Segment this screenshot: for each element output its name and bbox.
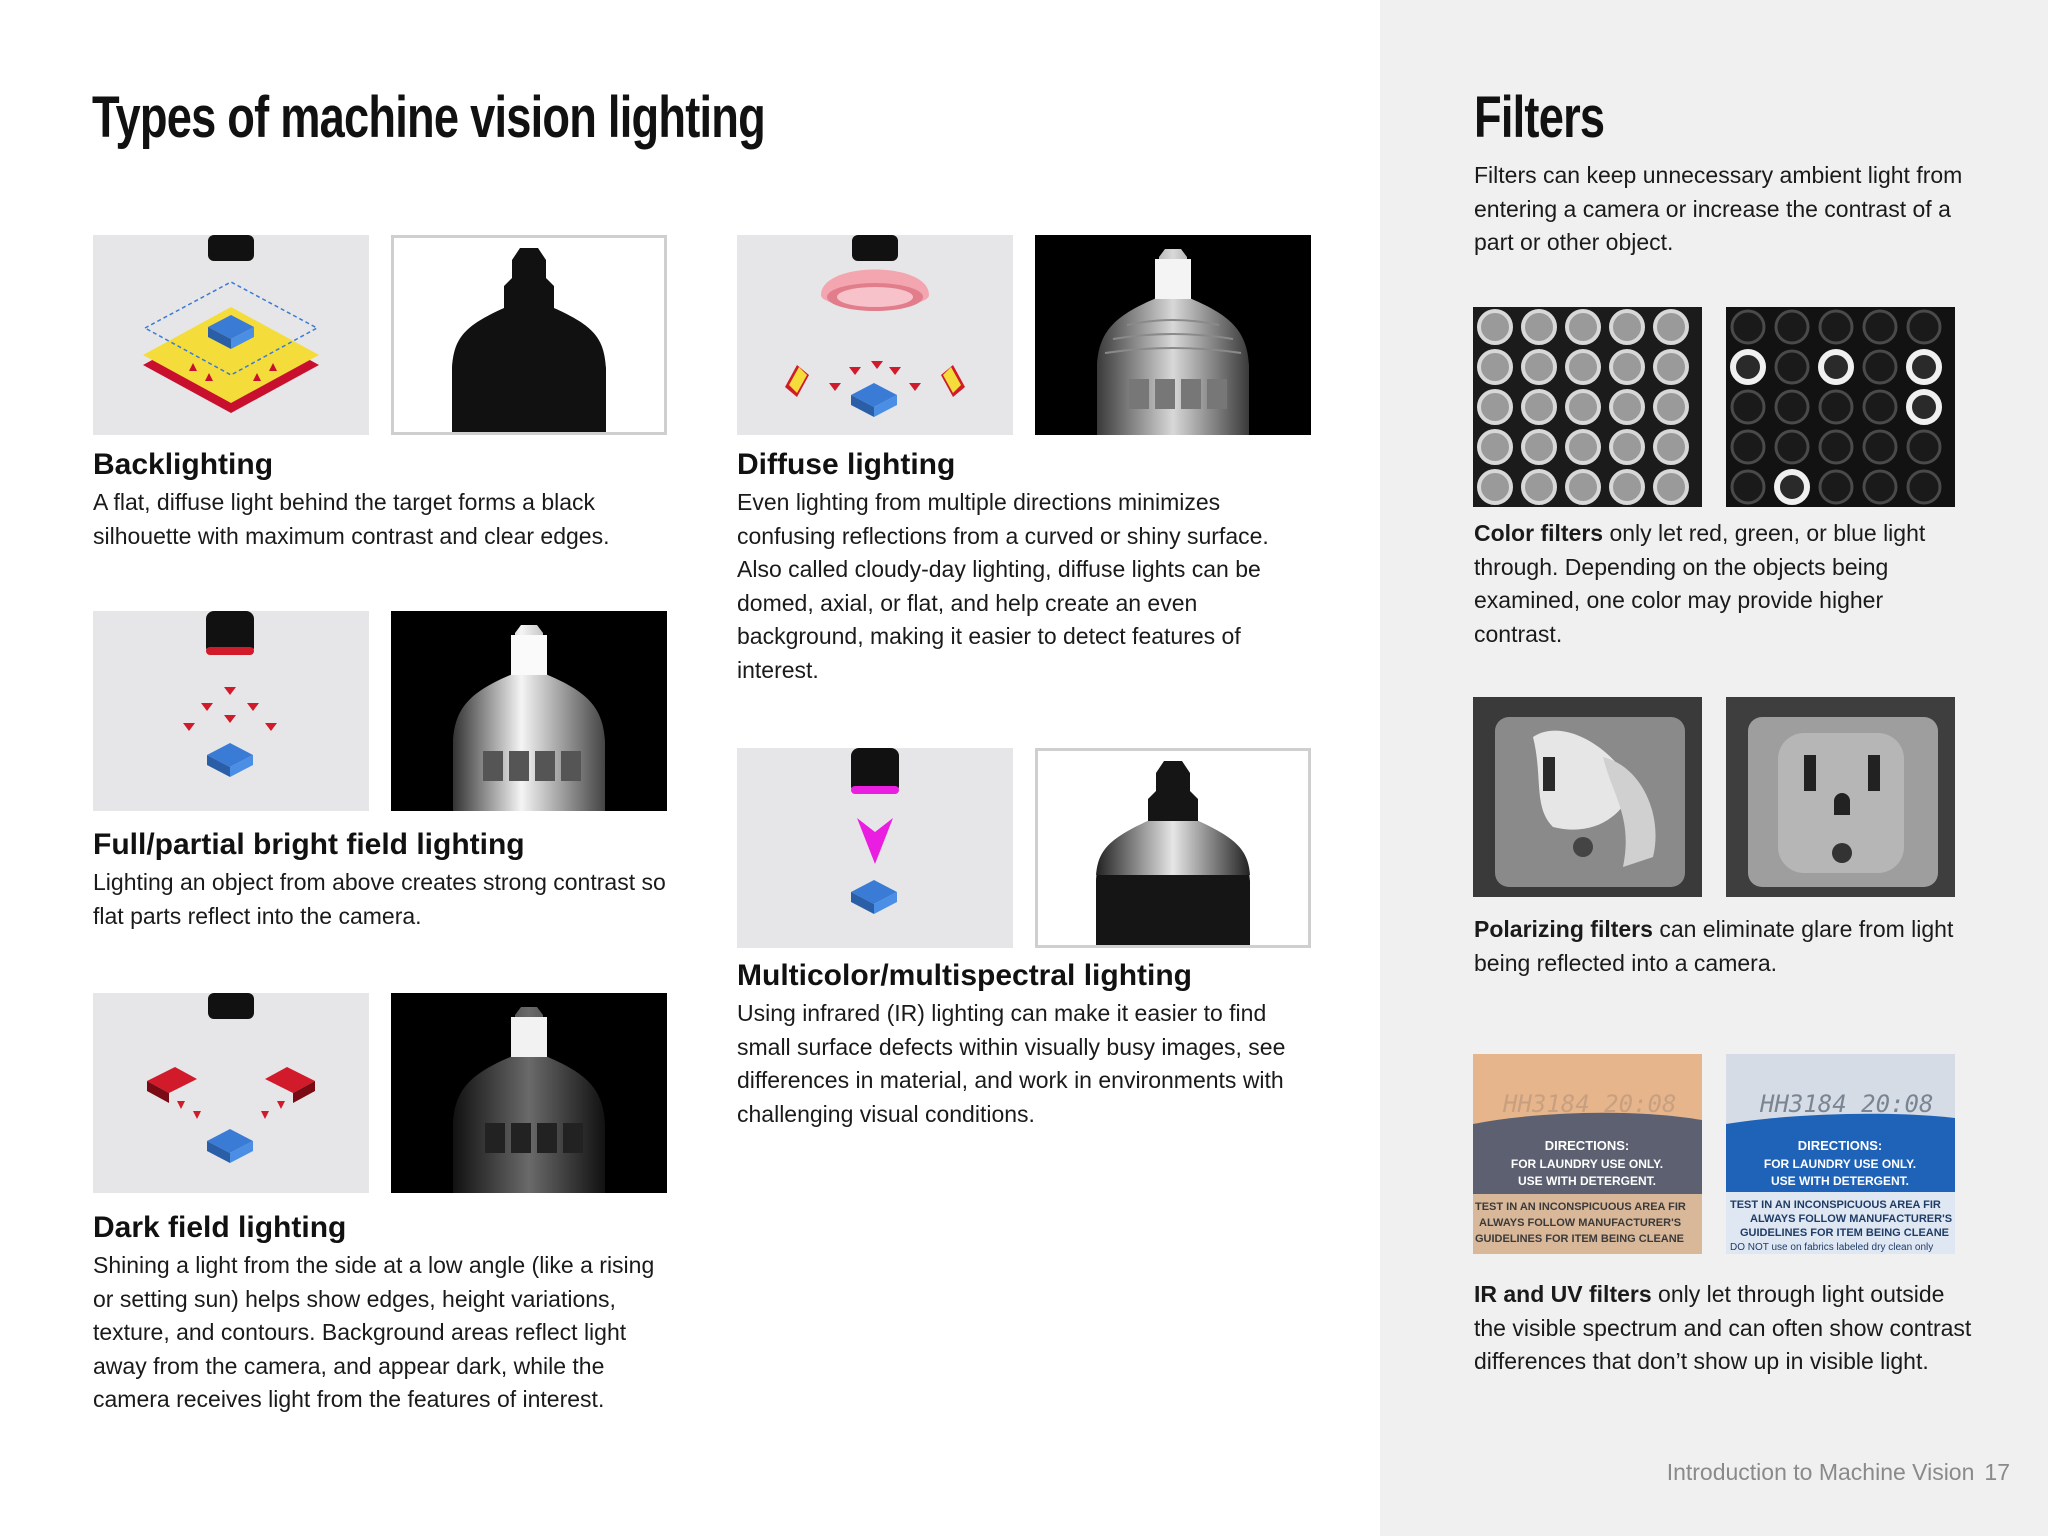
label-line5: ALWAYS FOLLOW MANUFACTURER'S <box>1479 1217 1682 1229</box>
footer-title: Introduction to Machine Vision <box>1666 1459 1975 1485</box>
outlet-no-glare <box>1726 697 1955 897</box>
label-code-filtered: HH3184 20:08 <box>1760 1090 1934 1118</box>
polarizing-filters-body: can eliminate glare from light being reflected into a camera. <box>1474 916 1954 976</box>
ir-uv-photo-before <box>1473 1054 1702 1254</box>
backlighting-heading: Backlighting <box>93 448 274 481</box>
diffuse-bottle <box>1035 235 1311 435</box>
backlighting-diagram <box>93 235 369 435</box>
label-line2: FOR LAUNDRY USE ONLY. <box>1510 1157 1664 1171</box>
polarizing-photo-before <box>1473 697 1702 897</box>
diffuse-illustration <box>737 235 1013 435</box>
label-line2-filtered: FOR LAUNDRY USE ONLY. <box>1763 1157 1917 1171</box>
label-line4-filtered: TEST IN AN INCONSPICUOUS AREA FIR <box>1730 1199 1941 1211</box>
label-code: HH3184 20:08 <box>1503 1090 1677 1118</box>
polarizing-filters-text <box>1474 913 1974 980</box>
color-filters-text <box>1474 517 1974 651</box>
label-line5-filtered: ALWAYS FOLLOW MANUFACTURER'S <box>1750 1213 1953 1225</box>
polarizing-photo-after <box>1726 697 1955 897</box>
multispectral-result-image <box>1035 748 1311 948</box>
label-unfiltered <box>1473 1054 1702 1254</box>
diffuse-diagram <box>737 235 1013 435</box>
diffuse-body: Even lighting from multiple directions minimizes confusing reflections from a curved or shiny surface. Also called cloudy-day lighting, diffuse lights can be domed, axial, or flat, and help create an even background, making it easier to detect features of interest. <box>737 489 1269 683</box>
dark-field-heading: Dark field lighting <box>93 1211 347 1244</box>
label-line7-filtered: DO NOT use on fabrics labeled dry clean only <box>1730 1242 1934 1253</box>
label-line3: USE WITH DETERGENT. <box>1517 1174 1657 1188</box>
label-line4: TEST IN AN INCONSPICUOUS AREA FIR <box>1475 1201 1686 1213</box>
dark-field-bottle <box>391 993 667 1193</box>
vials-grid-unfiltered <box>1473 307 1702 507</box>
label-filtered <box>1726 1054 1955 1254</box>
multispectral-body: Using infrared (IR) lighting can make it easier to find small surface defects within visually busy images, see differences in material, and work in environments with challenging visual conditions. <box>737 1000 1286 1127</box>
multispectral-bottle <box>1038 751 1308 945</box>
page-number: 17 <box>1984 1459 2010 1485</box>
backlight-illustration <box>93 235 369 435</box>
dark-field-diagram <box>93 993 369 1193</box>
bright-field-bottle <box>391 611 667 811</box>
bottle-silhouette <box>394 238 664 432</box>
bright-field-illustration <box>93 611 369 811</box>
multispectral-illustration <box>737 748 1013 948</box>
bright-field-result-image <box>391 611 667 811</box>
bright-field-heading: Full/partial bright field lighting <box>93 828 525 861</box>
ir-uv-filters-text <box>1474 1278 1974 1379</box>
color-filters-label: Color filters <box>1474 520 1604 546</box>
filters-heading: Filters <box>1474 85 1605 150</box>
ir-uv-filters-body: only let through light outside the visible spectrum and can often show contrast differences that don’t show up in visible light. <box>1474 1281 1972 1374</box>
filters-intro: Filters can keep unnecessary ambient light from entering a camera or increase the contrast of a part or other object. <box>1474 162 1963 255</box>
color-filter-photo-before <box>1473 307 1702 507</box>
page-title: Types of machine vision lighting <box>92 85 765 150</box>
page-footer <box>1667 1459 2010 1486</box>
label-line1-filtered: DIRECTIONS: <box>1797 1138 1883 1153</box>
color-filter-photo-after <box>1726 307 1955 507</box>
bright-field-body: Lighting an object from above creates strong contrast so flat parts reflect into the camera. <box>93 869 666 929</box>
dark-field-body: Shining a light from the side at a low angle (like a rising or setting sun) helps show edges, height variations, texture, and contours. Background areas reflect light away from the camera, and appear dark, while the camera receives light from the features of interest. <box>93 1252 655 1412</box>
bright-field-diagram <box>93 611 369 811</box>
backlighting-result-image <box>391 235 667 435</box>
label-line1: DIRECTIONS: <box>1544 1138 1630 1153</box>
dark-field-result-image <box>391 993 667 1193</box>
label-line3-filtered: USE WITH DETERGENT. <box>1770 1174 1910 1188</box>
diffuse-heading: Diffuse lighting <box>737 448 956 481</box>
label-line6: GUIDELINES FOR ITEM BEING CLEANE <box>1475 1233 1685 1245</box>
polarizing-filters-label: Polarizing filters <box>1474 916 1653 942</box>
multispectral-heading: Multicolor/multispectral lighting <box>737 959 1193 992</box>
ir-uv-filters-label: IR and UV filters <box>1474 1281 1652 1307</box>
dark-field-illustration <box>93 993 369 1193</box>
multispectral-diagram <box>737 748 1013 948</box>
outlet-with-glare <box>1473 697 1702 897</box>
vials-grid-filtered <box>1726 307 1955 507</box>
backlighting-body: A flat, diffuse light behind the target forms a black silhouette with maximum contrast and clear edges. <box>93 489 610 549</box>
diffuse-result-image <box>1035 235 1311 435</box>
color-filters-body: only let red, green, or blue light through. Depending on the objects being examined, one color may provide higher contrast. <box>1474 520 1926 647</box>
ir-uv-photo-after <box>1726 1054 1955 1254</box>
label-line6-filtered: GUIDELINES FOR ITEM BEING CLEANE <box>1740 1227 1950 1239</box>
